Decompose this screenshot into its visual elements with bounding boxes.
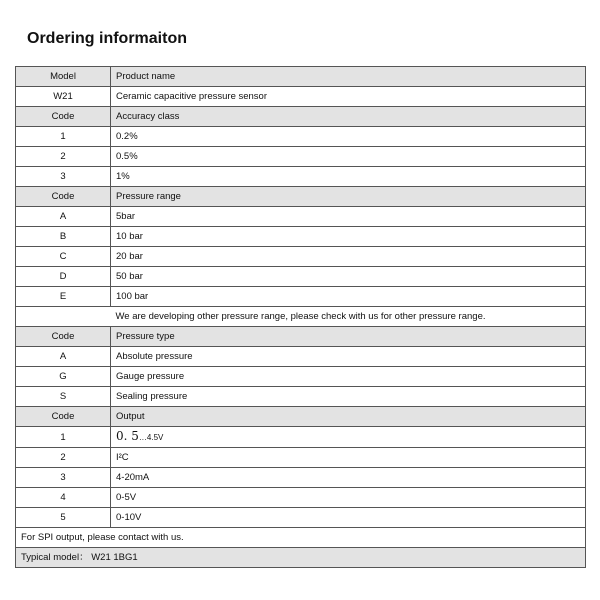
table-row (16, 147, 586, 167)
table-note-row (16, 307, 586, 327)
table-row (16, 347, 586, 367)
value-cell: I²C (111, 448, 586, 468)
typical-model: Typical model： W21 1BG1 (16, 548, 586, 568)
table-row (16, 448, 586, 468)
table-row (16, 227, 586, 247)
code-cell: A (16, 207, 111, 227)
value-cell: 0-5V (111, 488, 586, 508)
table-row (16, 468, 586, 488)
code-cell: 3 (16, 167, 111, 187)
header-cell: Code (16, 327, 111, 347)
value-cell: Absolute pressure (111, 347, 586, 367)
value-cell: 100 bar (111, 287, 586, 307)
page-title: Ordering informaiton (27, 30, 187, 47)
code-cell: S (16, 387, 111, 407)
code-cell: A (16, 347, 111, 367)
code-cell: W21 (16, 87, 111, 107)
code-cell: 3 (16, 468, 111, 488)
table-row (16, 127, 586, 147)
code-cell: B (16, 227, 111, 247)
value-cell: 4-20mA (111, 468, 586, 488)
table-note-row (16, 528, 586, 548)
header-cell: Pressure range (111, 187, 586, 207)
ordering-table (15, 66, 586, 568)
value-cell: 20 bar (111, 247, 586, 267)
header-cell: Code (16, 187, 111, 207)
value-cell: 50 bar (111, 267, 586, 287)
table-row (16, 87, 586, 107)
code-cell: 1 (16, 427, 111, 448)
value-cell: Ceramic capacitive pressure sensor (111, 87, 586, 107)
range-note: We are developing other pressure range, please check with us for other pressure range. (16, 307, 586, 327)
table-row (16, 167, 586, 187)
value-cell: 0.2% (111, 127, 586, 147)
header-cell: Pressure type (111, 327, 586, 347)
code-cell: D (16, 267, 111, 287)
value-cell: Gauge pressure (111, 367, 586, 387)
value-cell: Sealing pressure (111, 387, 586, 407)
table-row (16, 207, 586, 227)
header-cell: Model (16, 67, 111, 87)
table-row (16, 247, 586, 267)
code-cell: G (16, 367, 111, 387)
value-cell: 1% (111, 167, 586, 187)
table-header-row (16, 407, 586, 427)
table-row (16, 367, 586, 387)
code-cell: C (16, 247, 111, 267)
code-cell: 5 (16, 508, 111, 528)
table-header-row (16, 327, 586, 347)
header-cell: Code (16, 407, 111, 427)
table-header-row (16, 67, 586, 87)
table-header-row (16, 107, 586, 127)
table-row (16, 287, 586, 307)
value-cell (111, 427, 586, 448)
output-value-main: 0. 5 (116, 429, 139, 443)
table-footer-row (16, 548, 586, 568)
value-cell: 5bar (111, 207, 586, 227)
code-cell: E (16, 287, 111, 307)
table-row (16, 267, 586, 287)
output-value-suffix: …4.5V (138, 433, 164, 442)
table-header-row (16, 187, 586, 207)
code-cell: 1 (16, 127, 111, 147)
code-cell: 2 (16, 147, 111, 167)
header-cell: Output (111, 407, 586, 427)
spi-note: For SPI output, please contact with us. (16, 528, 586, 548)
header-cell: Accuracy class (111, 107, 586, 127)
table-row (16, 488, 586, 508)
table-row (16, 387, 586, 407)
value-cell: 0-10V (111, 508, 586, 528)
value-cell: 0.5% (111, 147, 586, 167)
code-cell: 4 (16, 488, 111, 508)
header-cell: Product name (111, 67, 586, 87)
table-row (16, 427, 586, 448)
header-cell: Code (16, 107, 111, 127)
code-cell: 2 (16, 448, 111, 468)
value-cell: 10 bar (111, 227, 586, 247)
table-row (16, 508, 586, 528)
